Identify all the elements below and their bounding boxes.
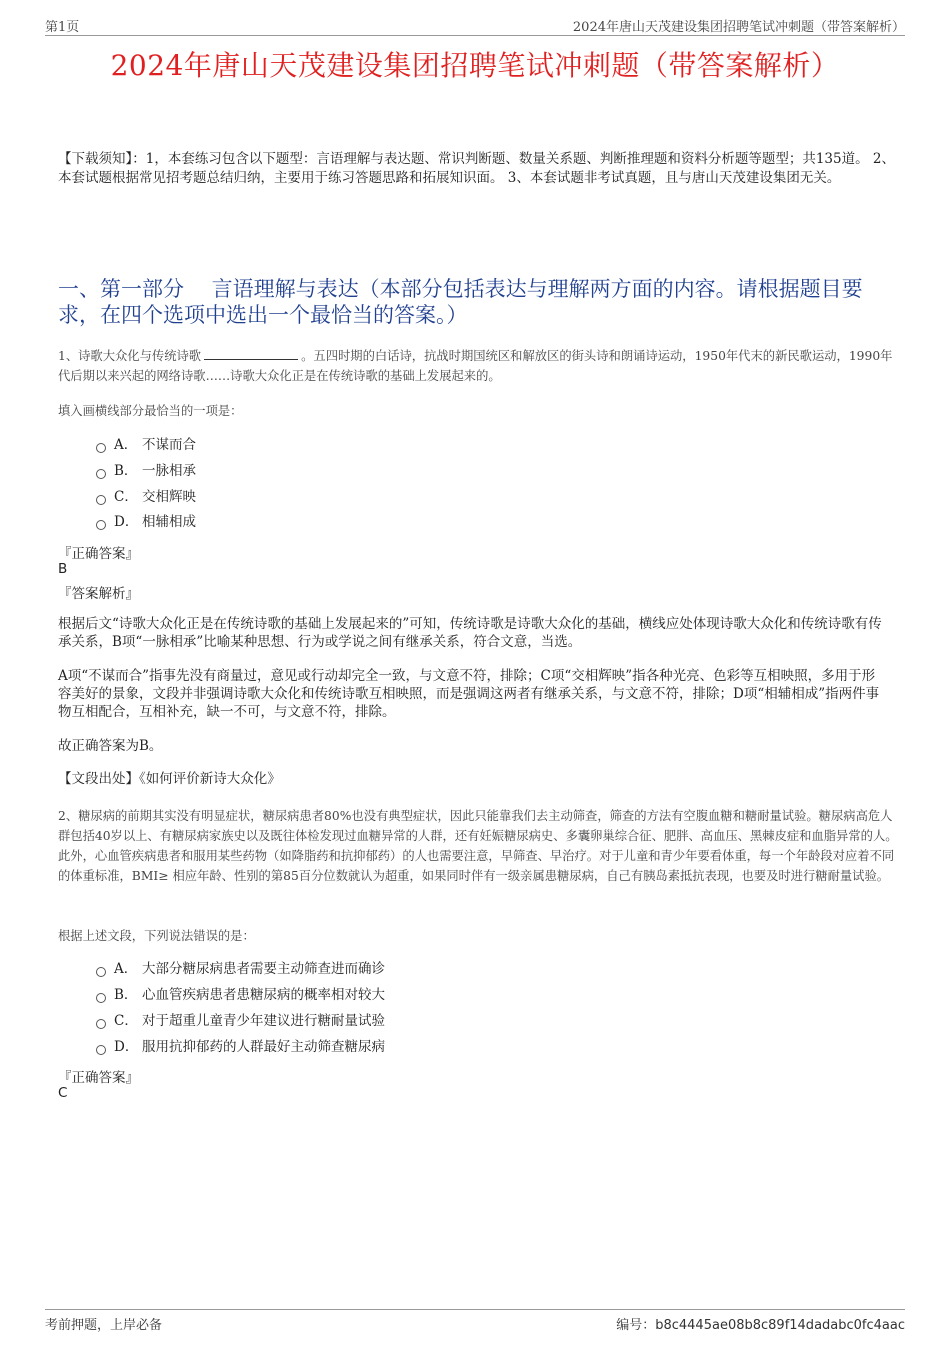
question-2-answer: C (58, 1085, 68, 1101)
option-text: 对于超重儿童青少年建议进行糖耐量试验 (142, 1013, 385, 1029)
footer-slogan: 考前押题，上岸必备 (45, 1318, 163, 1333)
footer-code (616, 1314, 905, 1333)
option-letter: C． (114, 1013, 138, 1029)
question-1-answer-tag: 『正确答案』 (58, 546, 139, 562)
question-1-analysis-para-2: A项“不谋而合”指事先没有商量过，意见或行动却完全一致，与文意不符，排除；C项“交相辉映”指各种光亮、色彩等互相映照，多用于形容美好的景象，文段并非强调诗歌大众化和传统诗歌互相映照，而是强调这两者有继承关系，与文意不符，排除；D项“相辅相成”指两件事物互相配合，互相补充，缺一不可，与文意不符，排除。 (58, 668, 880, 720)
question-1-answer: B (58, 561, 68, 577)
option-letter: A． (114, 961, 138, 977)
option-text: 交相辉映 (142, 489, 196, 505)
option-text: 相辅相成 (142, 514, 196, 530)
radio-icon[interactable] (96, 1045, 106, 1055)
header-divider (45, 35, 905, 36)
question-2-answer-tag: 『正确答案』 (58, 1070, 139, 1086)
document-title: 2024年唐山天茂建设集团招聘笔试冲刺题（带答案解析） (110, 49, 840, 82)
page-number: 第1页 (45, 20, 80, 35)
question-1-source: 【文段出处】《如何评价新诗大众化》 (58, 771, 281, 787)
option-letter: B． (114, 987, 138, 1003)
question-1-option-d[interactable] (96, 512, 196, 532)
radio-icon[interactable] (96, 993, 106, 1003)
option-text: 大部分糖尿病患者需要主动筛查进而确诊 (142, 961, 385, 977)
option-letter: C． (114, 489, 138, 505)
radio-icon[interactable] (96, 495, 106, 505)
question-1-analysis-para-1: 根据后文“诗歌大众化正是在传统诗歌的基础上发展起来的”可知，传统诗歌是诗歌大众化的基础，横线应处体现诗歌大众化和传统诗歌有传承关系，B项“一脉相承”比喻某种思想、行为或学说之间有继承关系，符合文意，当选。 (58, 616, 882, 650)
footer-code-label: 编号： (616, 1318, 656, 1333)
option-letter: D． (114, 514, 139, 530)
option-text: 心血管疾病患者患糖尿病的概率相对较大 (142, 987, 385, 1003)
option-text: 不谋而合 (142, 437, 196, 453)
question-2-stem: 2、糖尿病的前期其实没有明显症状，糖尿病患者80%也没有典型症状，因此只能靠我们去主动筛查，筛查的方法有空腹血糖和糖耐量试验。糖尿病高危人群包括40岁以上、有糖尿病家族史以及既往体检发现过血糖异常的人群，还有妊娠糖尿病史、多囊卵巢综合征、肥胖、高血压、黑棘皮症和血脂异常的人。此外，心血管疾病患者和服用某些药物（如降脂药和抗抑郁药）的人也需要注意，早筛查、早治疗。对于儿童和青少年要看体重，每一个年龄段对应着不同的体重标准，BMI≥ 相应年龄、性别的第85百分位数就认为超重，如果同时伴有一级亲属患糖尿病，自己有胰岛素抵抗表现，也要及时进行糖耐量试验。 (58, 809, 898, 883)
option-letter: B． (114, 463, 138, 479)
option-text: 服用抗抑郁药的人群最好主动筛查糖尿病 (142, 1039, 385, 1055)
question-1-analysis-para-3: 故正确答案为B。 (58, 738, 163, 754)
question-1-stem-after: 。五四时期的白话诗，抗战时期国统区和解放区的街头诗和朗诵诗运动，1950年代末的新民歌运动，1990年代后期以来兴起的网络诗歌……诗歌大众化正是在传统诗歌的基础上发展起来的。 (58, 349, 893, 383)
radio-icon[interactable] (96, 443, 106, 453)
question-2-prompt: 根据上述文段，下列说法错误的是： (58, 929, 255, 943)
footer-divider (45, 1309, 905, 1310)
header-doc-title: 2024年唐山天茂建设集团招聘笔试冲刺题（带答案解析） (572, 20, 905, 35)
radio-icon[interactable] (96, 469, 106, 479)
question-2-option-d[interactable] (96, 1037, 385, 1057)
radio-icon[interactable] (96, 1019, 106, 1029)
radio-icon[interactable] (96, 967, 106, 977)
question-1-option-a[interactable] (96, 435, 196, 455)
option-letter: A． (114, 437, 138, 453)
download-notice: 【下载须知】：1，本套练习包含以下题型：言语理解与表达题、常识判断题、数量关系题、判断推理题和资料分析题等题型；共135道。 2、本套试题根据常见招考题总结归纳，主要用于练习答题思路和拓展知识面。 3、本套试题非考试真题，且与唐山天茂建设集团无关。 (58, 151, 895, 186)
question-1-stem-before: 1、诗歌大众化与传统诗歌 (58, 349, 202, 363)
question-1-stem (58, 346, 898, 386)
answer-blank (204, 347, 298, 360)
question-1-prompt: 填入画横线部分最恰当的一项是： (58, 404, 243, 418)
question-2-option-b[interactable] (96, 985, 385, 1005)
question-2-option-c[interactable] (96, 1011, 385, 1031)
radio-icon[interactable] (96, 520, 106, 530)
footer-code-value: b8c4445ae08b8c89f14dadabc0fc4aac (655, 1318, 905, 1333)
question-1-option-c[interactable] (96, 487, 196, 507)
question-2-option-a[interactable] (96, 959, 385, 979)
option-text: 一脉相承 (142, 463, 196, 479)
section-heading: 一、第一部分 言语理解与表达（本部分包括表达与理解两方面的内容。请根据题目要求，在四个选项中选出一个最恰当的答案。） (58, 277, 863, 327)
question-1-option-b[interactable] (96, 461, 196, 481)
option-letter: D． (114, 1039, 139, 1055)
question-1-analysis-tag: 『答案解析』 (58, 586, 139, 602)
